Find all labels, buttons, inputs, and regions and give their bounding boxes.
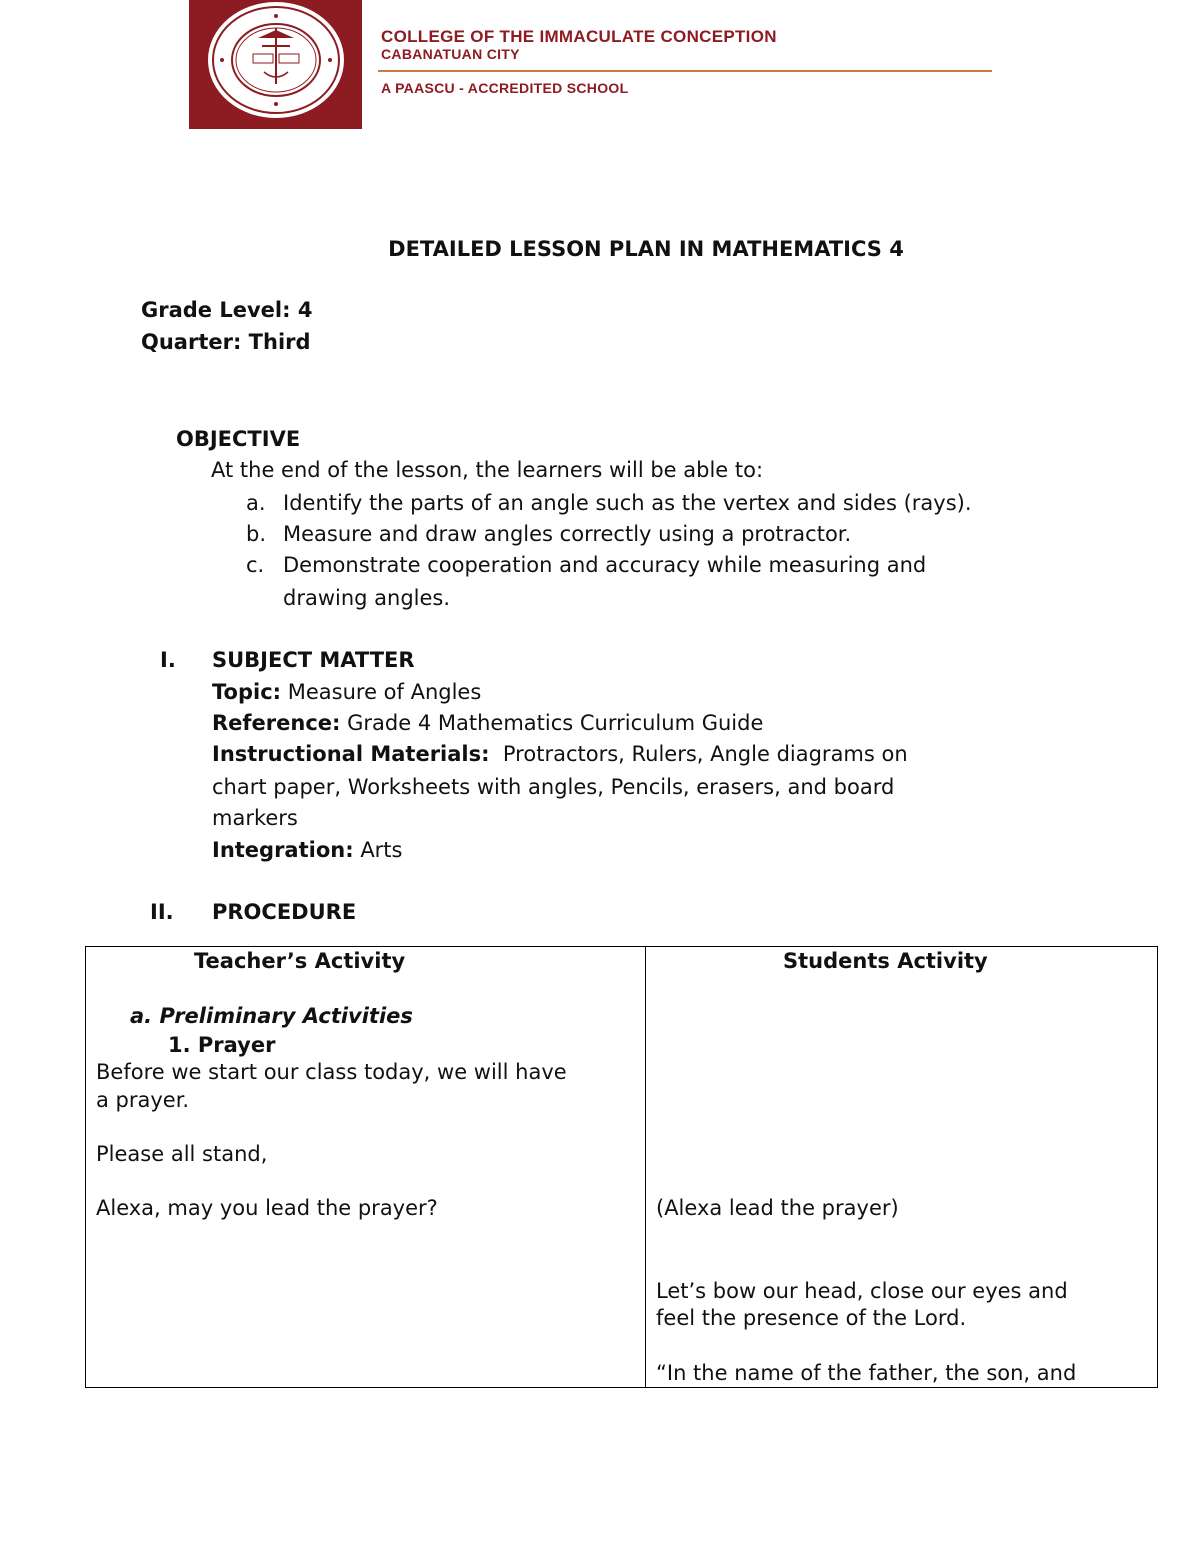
- topic-value: Measure of Angles: [287, 680, 482, 704]
- objective-item-continued: drawing angles.: [283, 586, 451, 610]
- student-line: feel the presence of the Lord.: [656, 1306, 967, 1330]
- materials-line: [212, 739, 908, 770]
- preliminary-activities-heading: a. Preliminary Activities: [130, 1004, 413, 1028]
- teacher-line: Alexa, may you lead the prayer?: [96, 1196, 438, 1220]
- teacher-line: a prayer.: [96, 1088, 190, 1112]
- students-activity-cell: [646, 947, 1158, 1388]
- objective-heading: OBJECTIVE: [176, 427, 301, 451]
- objective-intro: At the end of the lesson, the learners will be able to:: [211, 458, 764, 482]
- section-numeral: I.: [160, 648, 176, 672]
- subject-matter-heading: SUBJECT MATTER: [212, 648, 415, 672]
- teacher-activity-cell: [86, 947, 646, 1388]
- objective-item: Measure and draw angles correctly using a protractor.: [283, 522, 852, 546]
- integration-line: [212, 835, 403, 866]
- reference-value: Grade 4 Mathematics Curriculum Guide: [347, 711, 764, 735]
- procedure-heading: PROCEDURE: [212, 900, 357, 924]
- integration-label: Integration:: [212, 838, 354, 862]
- topic-line: [212, 677, 481, 708]
- table-row: [86, 947, 1158, 1388]
- teacher-line: Please all stand,: [96, 1142, 268, 1166]
- integration-value: Arts: [360, 838, 403, 862]
- accreditation-line: A PAASCU - ACCREDITED SCHOOL: [381, 80, 629, 96]
- topic-label: Topic:: [212, 680, 282, 704]
- document-title: DETAILED LESSON PLAN IN MATHEMATICS 4: [388, 237, 904, 261]
- materials-value-continued: markers: [212, 806, 298, 830]
- quarter: Quarter: Third: [141, 330, 311, 354]
- reference-line: [212, 708, 763, 739]
- college-name: COLLEGE OF THE IMMACULATE CONCEPTION: [381, 27, 777, 46]
- student-line: (Alexa lead the prayer): [656, 1196, 899, 1220]
- students-activity-header: Students Activity: [783, 949, 988, 973]
- section-numeral: II.: [150, 900, 174, 924]
- reference-label: Reference:: [212, 711, 341, 735]
- student-line: “In the name of the father, the son, and: [656, 1361, 1077, 1385]
- college-logo: [189, 0, 362, 129]
- college-city: CABANATUAN CITY: [381, 46, 520, 62]
- objective-item: Identify the parts of an angle such as the vertex and sides (rays).: [283, 491, 972, 515]
- grade-level: Grade Level: 4: [141, 298, 313, 322]
- objective-marker: b.: [246, 522, 267, 546]
- student-line: Let’s bow our head, close our eyes and: [656, 1279, 1068, 1303]
- prayer-heading: 1. Prayer: [168, 1033, 276, 1057]
- college-seal-icon: [206, 0, 346, 125]
- objective-marker: a.: [246, 491, 266, 515]
- teacher-activity-header: Teacher’s Activity: [194, 949, 406, 973]
- teacher-line: Before we start our class today, we will have: [96, 1060, 567, 1084]
- procedure-table: [85, 946, 1158, 1388]
- objective-marker: c.: [246, 553, 265, 577]
- materials-value: Protractors, Rulers, Angle diagrams on: [502, 742, 908, 766]
- objective-item: Demonstrate cooperation and accuracy while measuring and: [283, 553, 927, 577]
- materials-value-continued: chart paper, Worksheets with angles, Pencils, erasers, and board: [212, 775, 895, 799]
- materials-label: Instructional Materials:: [212, 742, 490, 766]
- header-divider: [378, 70, 992, 72]
